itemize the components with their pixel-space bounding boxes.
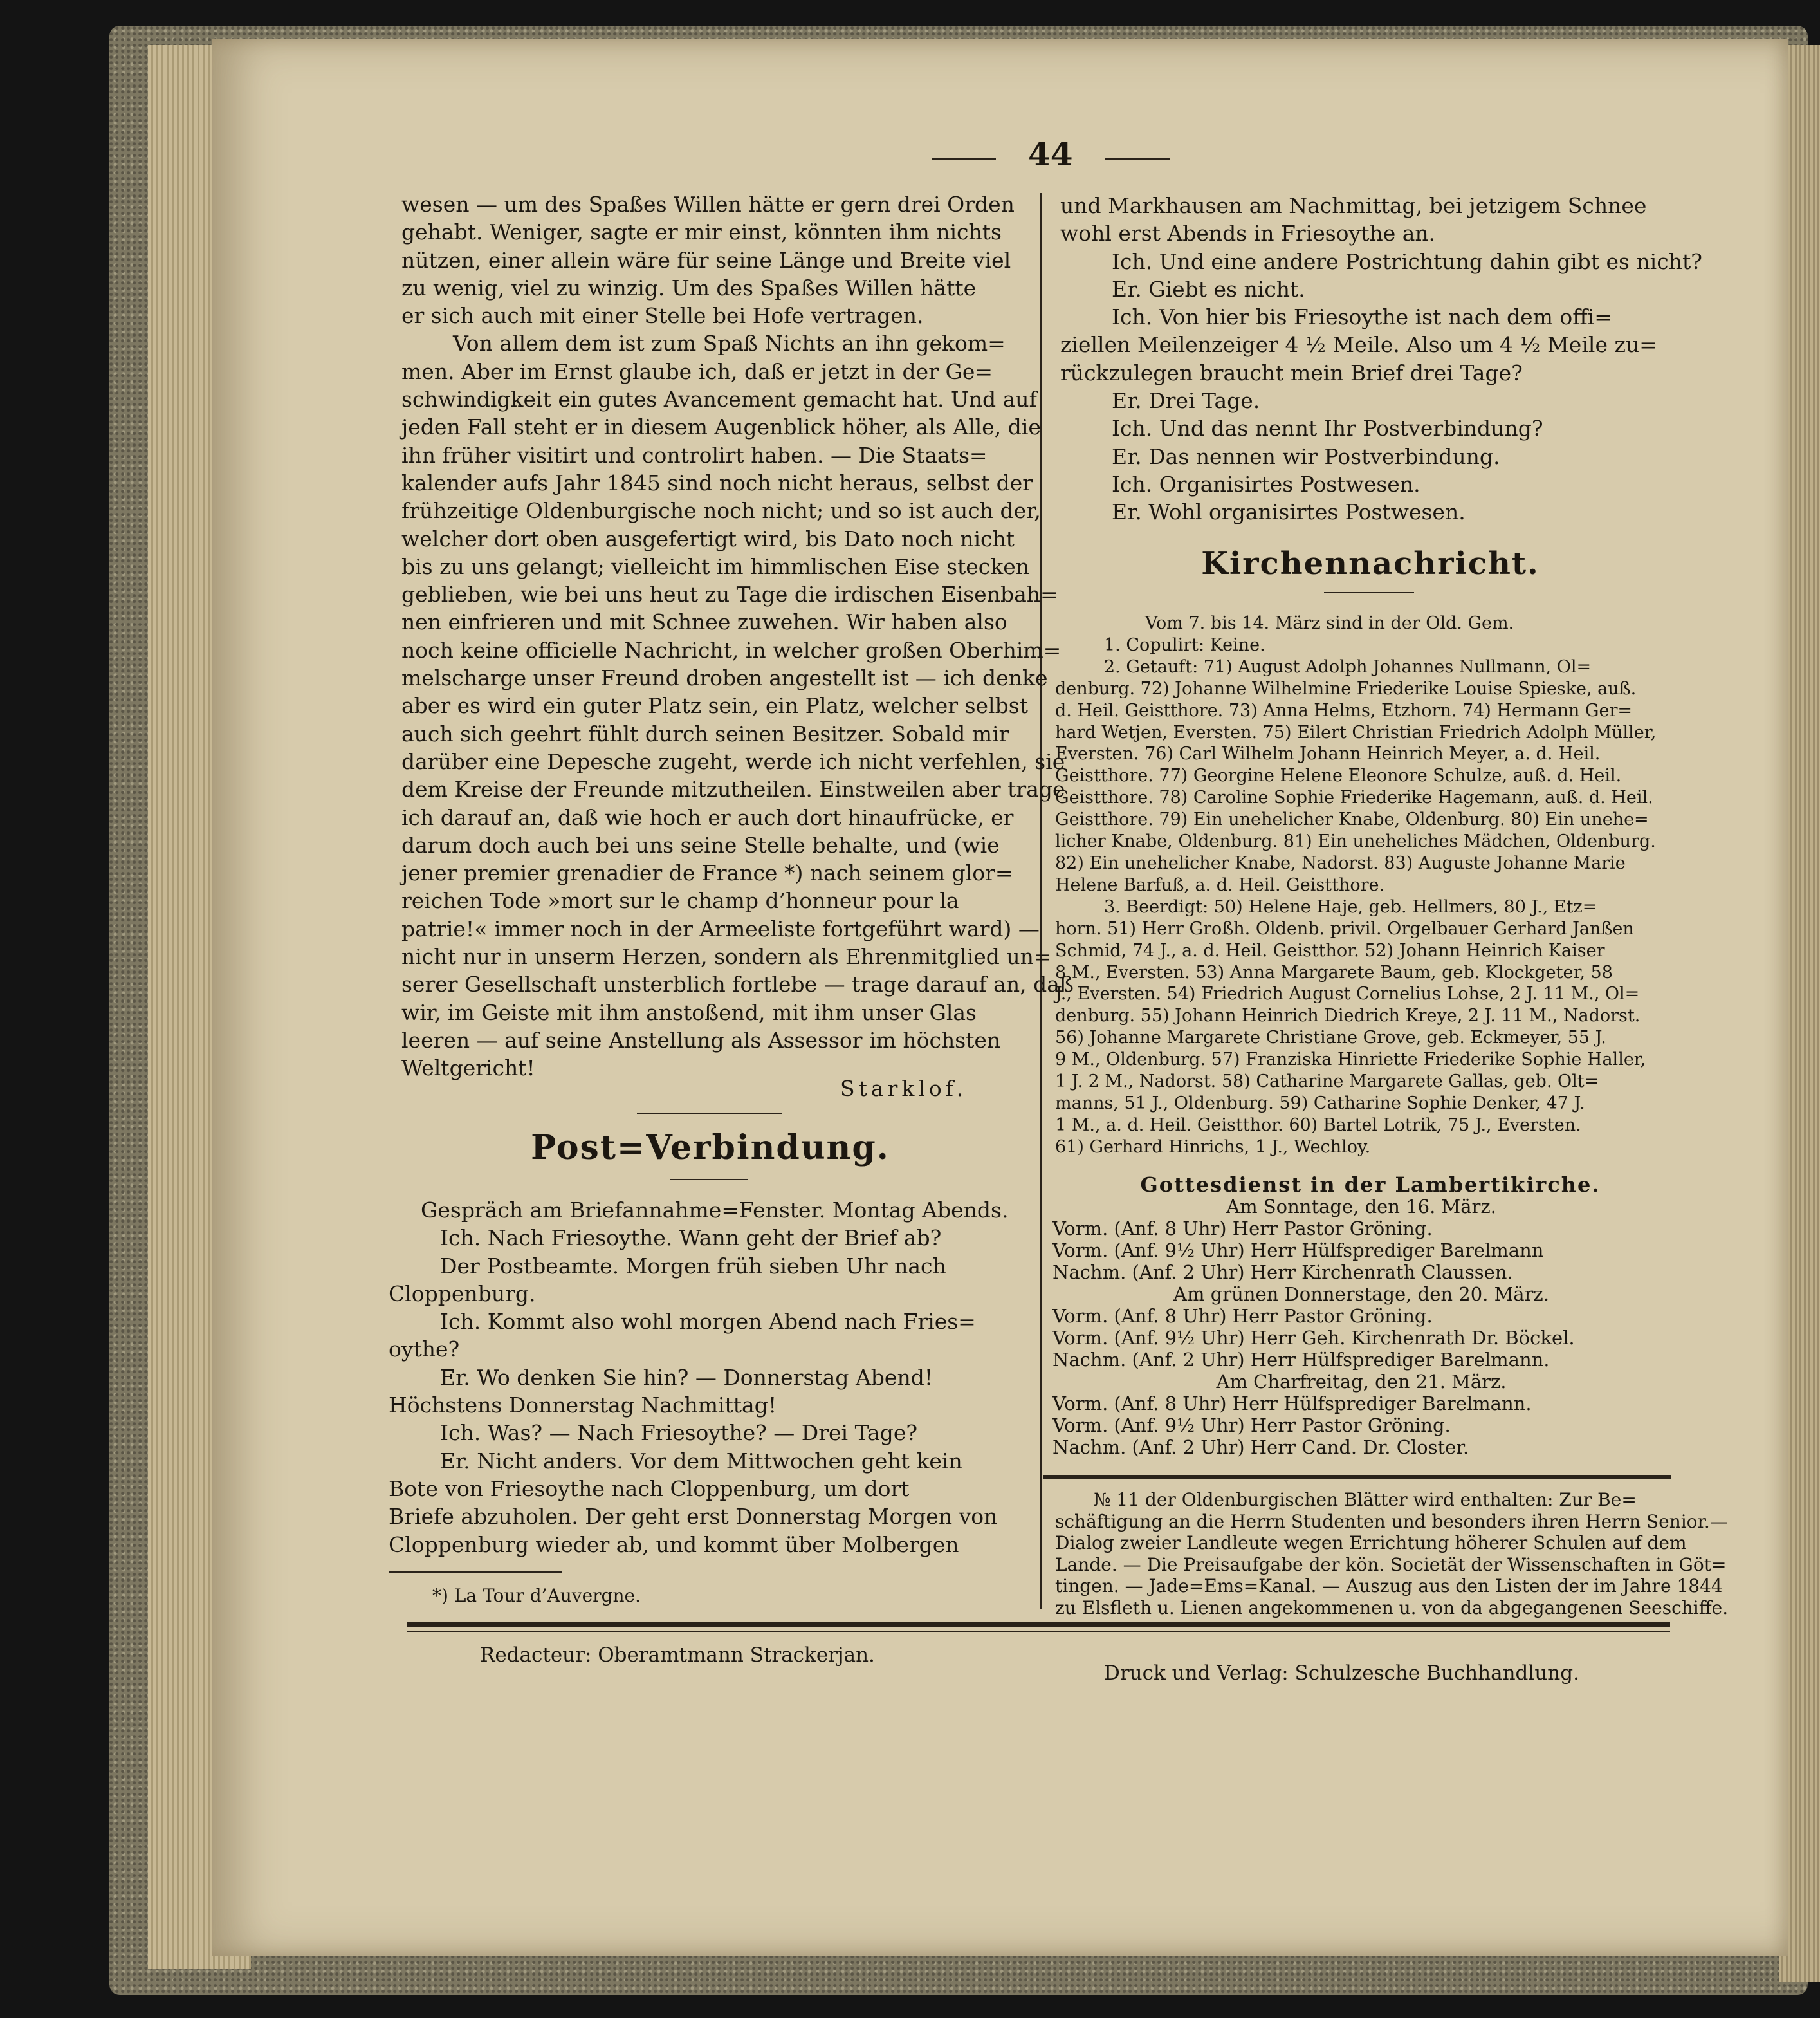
text-line: Geistthore. 77) Georgine Helene Eleonore Schulze, auß. d. Heil. (1055, 766, 1622, 786)
text-line: Am Sonntage, den 16. März. (1226, 1196, 1496, 1217)
text-line: denburg. 55) Johann Heinrich Diedrich Kreye, 2 J. 11 M., Nadorst. (1055, 1006, 1641, 1026)
text-line: Er. Wohl organisirtes Postwesen. (1112, 499, 1466, 525)
text-line: bis zu uns gelangt; vielleicht im himmlischen Eise stecken (401, 553, 1030, 579)
text-line: Vorm. (Anf. 9½ Uhr) Herr Hülfsprediger Barelmann (1052, 1239, 1544, 1261)
next-issue-notice (1055, 1489, 1729, 1618)
notice-rule (1043, 1475, 1671, 1479)
text-line: kalender aufs Jahr 1845 sind noch nicht heraus, selbst der (401, 470, 1033, 495)
text-line: oythe? (389, 1337, 460, 1362)
gottesdienst-heading: Gottesdienst in der Lambertikirche. (1140, 1172, 1601, 1197)
right-column-dialogue (1060, 192, 1702, 526)
text-line: gehabt. Weniger, sagte er mir einst, könnten ihm nichts (401, 219, 1002, 245)
text-line: 2. Getauft: 71) August Adolph Johannes Nullmann, Ol= (1104, 656, 1592, 677)
text-line: Ich. Nach Friesoythe. Wann geht der Brief ab? (440, 1225, 942, 1251)
text-line: Der Postbeamte. Morgen früh sieben Uhr nach (440, 1253, 946, 1279)
text-line: Er. Wo denken Sie hin? — Donnerstag Abend! (440, 1364, 933, 1390)
text-line: 1 M., a. d. Heil. Geistthor. 60) Bartel Lotrik, 75 J., Eversten. (1055, 1115, 1581, 1135)
text-line: darum doch auch bei uns seine Stelle behalte, und (wie (401, 832, 1000, 858)
text-line: Nachm. (Anf. 2 Uhr) Herr Kirchenrath Claussen. (1052, 1261, 1513, 1283)
text-line: er sich auch mit einer Stelle bei Hofe vertragen. (401, 303, 924, 329)
kirchen-list (1055, 613, 1686, 1158)
text-line: wesen — um des Spaßes Willen hätte er gern drei Orden (401, 192, 1015, 217)
text-line: zu wenig, viel zu winzig. Um des Spaßes Willen hätte (401, 275, 977, 301)
text-line: auch sich geehrt fühlt durch seinen Besitzer. Sobald mir (401, 721, 1009, 746)
post-dialogue (389, 1196, 1008, 1559)
text-line: Briefe abzuholen. Der geht erst Donnerstag Morgen von (389, 1504, 998, 1530)
left-column-text (401, 190, 1074, 1082)
text-line: Ich. Kommt also wohl morgen Abend nach Fries= (440, 1309, 976, 1335)
editor-credit: Redacteur: Oberamtmann Strackerjan. (480, 1643, 875, 1667)
text-line: Vorm. (Anf. 8 Uhr) Herr Pastor Gröning. (1052, 1305, 1433, 1327)
text-line: denburg. 72) Johanne Wilhelmine Friederike Louise Spieske, auß. (1055, 678, 1637, 699)
text-line: Ich. Und das nennt Ihr Postverbindung? (1112, 416, 1543, 441)
text-line: 82) Ein unehelicher Knabe, Nadorst. 83) Auguste Johanne Marie (1055, 853, 1626, 873)
text-line: Dialog zweier Landleute wegen Errichtung höherer Schulen auf dem (1055, 1532, 1687, 1553)
text-line: Schmid, 74 J., a. d. Heil. Geistthor. 52) Johann Heinrich Kaiser (1055, 940, 1605, 961)
text-line: Cloppenburg wieder ab, und kommt über Molbergen (389, 1532, 959, 1557)
text-line: Vorm. (Anf. 8 Uhr) Herr Pastor Gröning. (1052, 1217, 1433, 1239)
text-line: serer Gesellschaft unsterblich fortlebe — trage darauf an, daß (401, 972, 1074, 997)
text-line: dem Kreise der Freunde mitzutheilen. Einstweilen aber trage (401, 777, 1065, 802)
text-line: melscharge unser Freund droben angestellt ist — ich denke (401, 665, 1048, 691)
footnote-rule (389, 1571, 562, 1573)
text-line: 1. Copulirt: Keine. (1104, 634, 1265, 655)
gottesdienst-list (1052, 1196, 1670, 1458)
text-line: reichen Tode »mort sur le champ d’honneur pour la (401, 888, 959, 914)
text-line: aber es wird ein guter Platz sein, ein Platz, welcher selbst (401, 693, 1028, 719)
text-line: J., Eversten. 54) Friedrich August Cornelius Lohse, 2 J. 11 M., Ol= (1055, 984, 1640, 1004)
text-line: Weltgericht! (401, 1055, 535, 1081)
text-line: Nachm. (Anf. 2 Uhr) Herr Cand. Dr. Closter. (1052, 1436, 1469, 1458)
text-line: licher Knabe, Oldenburg. 81) Ein uneheliches Mädchen, Oldenburg. (1055, 831, 1656, 852)
text-line: Ich. Was? — Nach Friesoythe? — Drei Tage? (440, 1420, 918, 1446)
text-line: hard Wetjen, Eversten. 75) Eilert Christian Friedrich Adolph Müller, (1055, 722, 1657, 743)
text-line: manns, 51 J., Oldenburg. 59) Catharine Sophie Denker, 47 J. (1055, 1093, 1585, 1113)
text-line: leeren — auf seine Anstellung als Assessor im höchsten (401, 1027, 1001, 1053)
printer-credit: Druck und Verlag: Schulzesche Buchhandlung. (1104, 1662, 1579, 1685)
heading-rule (670, 1179, 748, 1180)
text-line: Bote von Friesoythe nach Cloppenburg, um dort (389, 1476, 910, 1501)
text-line: und Markhausen am Nachmittag, bei jetzigem Schnee (1060, 193, 1647, 218)
text-line: Er. Giebt es nicht. (1112, 276, 1305, 302)
text-line: Vorm. (Anf. 8 Uhr) Herr Hülfsprediger Barelmann. (1052, 1393, 1532, 1414)
page-number: 44 (1028, 135, 1073, 173)
text-line: schwindigkeit ein gutes Avancement gemacht hat. Und auf (401, 387, 1037, 412)
footnote: *) La Tour d’Auvergne. (432, 1585, 641, 1606)
text-line: 1 J. 2 M., Nadorst. 58) Catharine Margarete Gallas, geb. Olt= (1055, 1071, 1599, 1092)
kirchen-heading: Kirchennachricht. (1201, 546, 1540, 582)
text-line: noch keine officielle Nachricht, in welcher großen Oberhim= (401, 637, 1062, 663)
text-line: Am grünen Donnerstage, den 20. März. (1173, 1283, 1549, 1305)
text-line: rückzulegen braucht mein Brief drei Tage? (1060, 360, 1523, 385)
text-line: Er. Das nennen wir Postverbindung. (1112, 443, 1500, 469)
text-line: Er. Nicht anders. Vor dem Mittwochen geht kein (440, 1448, 962, 1474)
text-line: Ich. Und eine andere Postrichtung dahin gibt es nicht? (1112, 248, 1702, 274)
text-line: geblieben, wie bei uns heut zu Tage die irdischen Eisenbah= (401, 582, 1058, 607)
text-line: welcher dort oben ausgefertigt wird, bis Dato noch nicht (401, 526, 1015, 551)
post-heading: Post=Verbindung. (531, 1128, 890, 1167)
text-line: Lande. — Die Preisaufgabe der kön. Societät der Wissenschaften in Göt= (1055, 1553, 1727, 1575)
text-line: nen einfrieren und mit Schnee zuwehen. Wir haben also (401, 609, 1007, 635)
text-line: frühzeitige Oldenburgische noch nicht; und so ist auch der, (401, 498, 1041, 524)
text-line: darüber eine Depesche zugeht, werde ich nicht verfehlen, sie (401, 748, 1065, 774)
text-line: jeden Fall steht er in diesem Augenblick höher, als Alle, die (401, 414, 1041, 440)
text-line: 8 M., Eversten. 53) Anna Margarete Baum, geb. Klockgeter, 58 (1055, 962, 1613, 983)
text-line: men. Aber im Ernst glaube ich, daß er jetzt in der Ge= (401, 358, 993, 384)
text-line: nicht nur in unserm Herzen, sondern als Ehrenmitglied un= (401, 944, 1052, 970)
header-rule-left (932, 158, 996, 160)
text-line: Eversten. 76) Carl Wilhelm Johann Heinrich Meyer, a. d. Heil. (1055, 744, 1601, 764)
text-line: Cloppenburg. (389, 1281, 536, 1306)
text-line: № 11 der Oldenburgischen Blätter wird enthalten: Zur Be= (1094, 1489, 1637, 1510)
header-rule-right (1105, 158, 1170, 160)
section-rule (637, 1113, 782, 1114)
text-line: Vorm. (Anf. 9½ Uhr) Herr Pastor Gröning. (1052, 1414, 1451, 1436)
text-line: Vorm. (Anf. 9½ Uhr) Herr Geh. Kirchenrath Dr. Böckel. (1052, 1327, 1575, 1349)
text-line: 61) Gerhard Hinrichs, 1 J., Wechloy. (1055, 1136, 1371, 1157)
text-line: 3. Beerdigt: 50) Helene Haje, geb. Hellmers, 80 J., Etz= (1104, 896, 1597, 917)
heading-rule (1324, 592, 1414, 593)
text-line: tingen. — Jade=Ems=Kanal. — Auszug aus den Listen der im Jahre 1844 (1055, 1575, 1723, 1597)
text-line: ich darauf an, daß wie hoch er auch dort hinaufrücke, er (401, 804, 1014, 830)
footer-rule-thin (407, 1631, 1670, 1632)
text-line: Geistthore. 78) Caroline Sophie Friederike Hagemann, auß. d. Heil. (1055, 788, 1653, 808)
text-line: Von allem dem ist zum Spaß Nichts an ihn gekom= (453, 331, 1006, 356)
text-line: d. Heil. Geistthore. 73) Anna Helms, Etzhorn. 74) Hermann Ger= (1055, 700, 1632, 721)
signature: Starklof. (840, 1076, 968, 1101)
text-line: Ich. Von hier bis Friesoythe ist nach dem offi= (1112, 304, 1612, 330)
text-line: Geistthore. 79) Ein unehelicher Knabe, Oldenburg. 80) Ein unehe= (1055, 810, 1649, 830)
text-line: ziellen Meilenzeiger 4 ½ Meile. Also um 4 ½ Meile zu= (1060, 332, 1657, 358)
text-line: patrie!« immer noch in der Armeeliste fortgeführt ward) — (401, 916, 1040, 941)
text-line: Höchstens Donnerstag Nachmittag! (389, 1393, 777, 1418)
text-line: 9 M., Oldenburg. 57) Franziska Hinriette Friederike Sophie Haller, (1055, 1050, 1646, 1070)
text-line: wir, im Geiste mit ihm anstoßend, mit ihm unser Glas (401, 999, 977, 1025)
text-line: Er. Drei Tage. (1112, 388, 1260, 414)
text-line: horn. 51) Herr Großh. Oldenb. privil. Orgelbauer Gerhard Janßen (1055, 918, 1634, 939)
text-line: Helene Barfuß, a. d. Heil. Geistthore. (1055, 875, 1385, 895)
text-line: 56) Johanne Margarete Christiane Grove, geb. Eckmeyer, 55 J. (1055, 1028, 1606, 1048)
text-line: Ich. Organisirtes Postwesen. (1112, 471, 1420, 497)
text-line: ihn früher visitirt und controlirt haben. — Die Staats= (401, 442, 988, 468)
text-line: Nachm. (Anf. 2 Uhr) Herr Hülfsprediger Barelmann. (1052, 1349, 1550, 1371)
text-line: Vom 7. bis 14. März sind in der Old. Gem. (1145, 613, 1514, 633)
text-line: schäftigung an die Herrn Studenten und besonders ihren Herrn Senior.— (1055, 1510, 1728, 1532)
text-line: nützen, einer allein wäre für seine Länge und Breite viel (401, 247, 1011, 273)
footer-rule-thick (407, 1622, 1670, 1627)
text-line: zu Elsfleth u. Lienen angekommenen u. von da abgegangenen Seeschiffe. (1055, 1597, 1729, 1618)
text-line: jener premier grenadier de France *) nach seinem glor= (401, 860, 1013, 886)
text-line: wohl erst Abends in Friesoythe an. (1060, 221, 1436, 246)
text-line: Gespräch am Briefannahme=Fenster. Montag Abends. (421, 1198, 1009, 1223)
text-line: Am Charfreitag, den 21. März. (1216, 1371, 1507, 1393)
